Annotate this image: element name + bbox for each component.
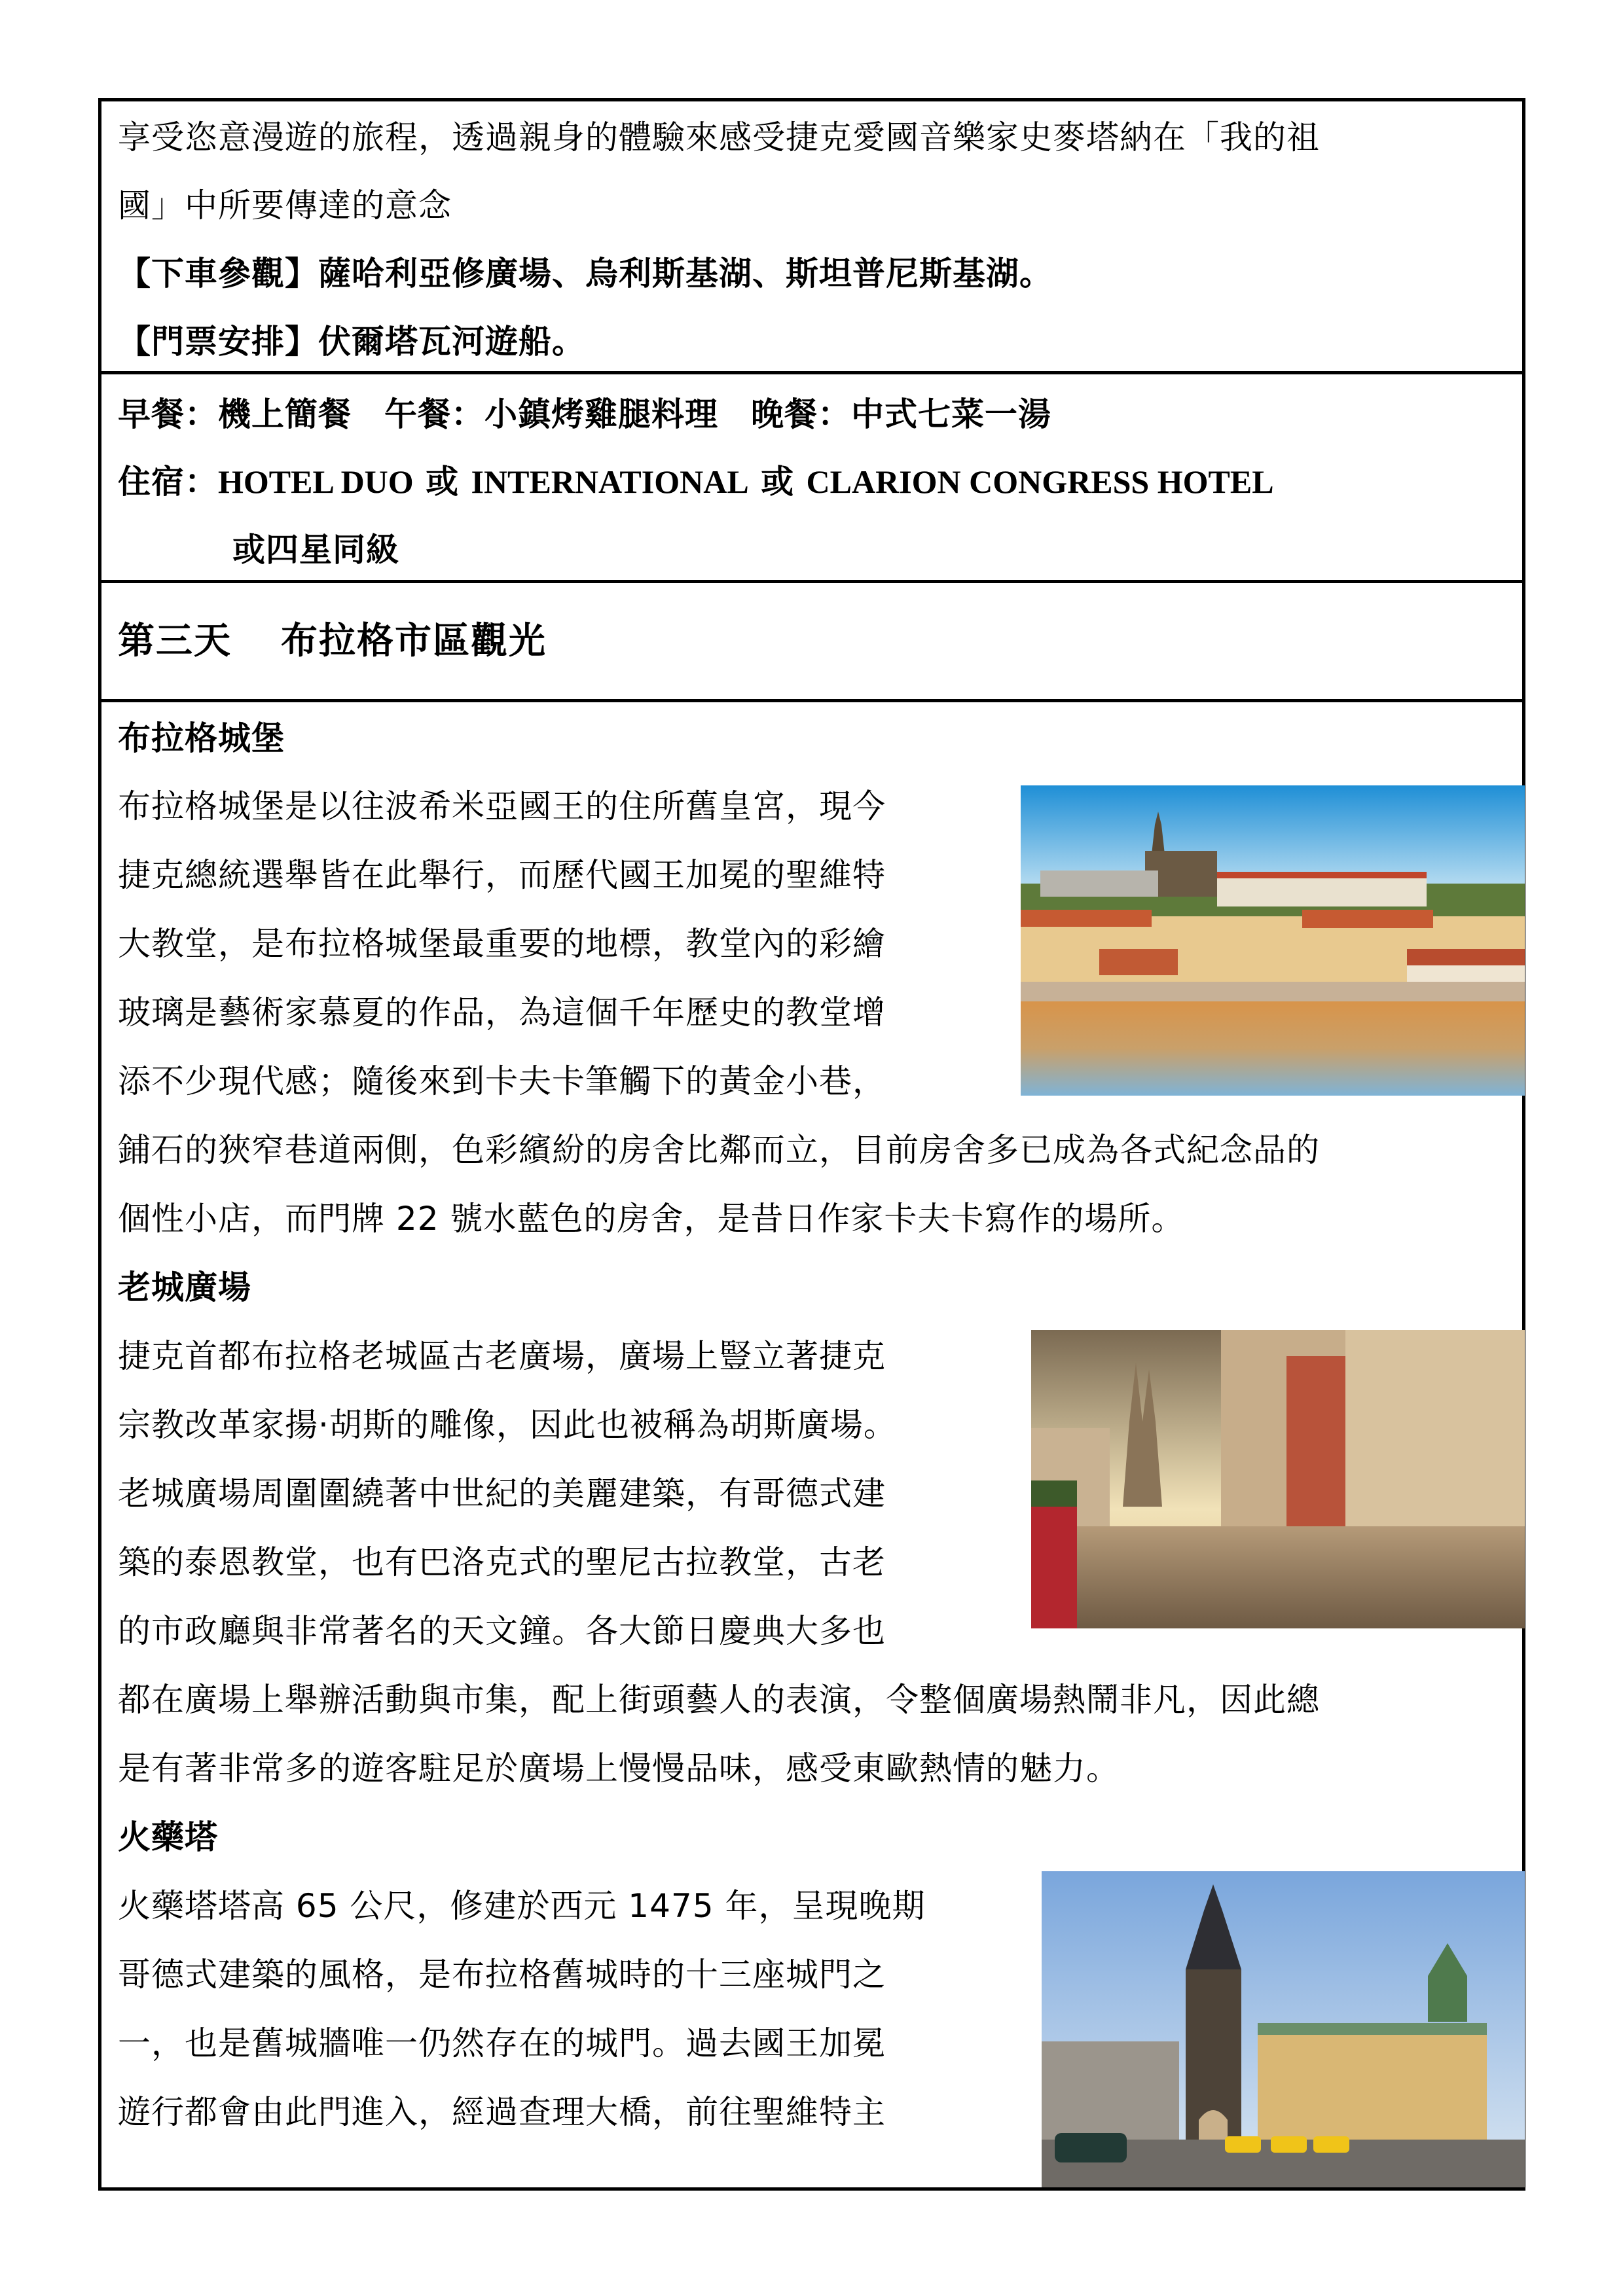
- paragraph-line: 老城廣場周圍圍繞著中世紀的美麗建築，有哥德式建: [118, 1475, 886, 1513]
- stop-value: 薩哈利亞修廣場、烏利斯基湖、斯坦普尼斯基湖。: [318, 255, 1053, 293]
- row-divider: [98, 580, 1525, 583]
- paragraph-line: 一，也是舊城牆唯一仍然存在的城門。過去國王加冕: [118, 2024, 886, 2062]
- or-2: 或: [761, 463, 795, 501]
- paragraph-line: 遊行都會由此門進入，經過查理大橋，前往聖維特主: [118, 2093, 886, 2131]
- old-town-square-photo: [1031, 1330, 1525, 1628]
- hotel-3: CLARION CONGRESS HOTEL: [806, 463, 1274, 500]
- ticket-label: 【門票安排】: [118, 323, 318, 361]
- paragraph-line: 布拉格城堡是以往波希米亞國王的住所舊皇宮，現今: [118, 787, 886, 825]
- lunch-label: 午餐：: [384, 395, 484, 433]
- meals-line: [118, 395, 1051, 434]
- paragraph-line: 都在廣場上舉辦活動與市集，配上街頭藝人的表演，令整個廣場熱鬧非凡，因此總: [118, 1681, 1320, 1719]
- ticket-info: [118, 322, 585, 361]
- intro-line-2: 國」中所要傳達的意念: [118, 187, 452, 224]
- intro-line-1: 享受恣意漫遊的旅程，透過親身的體驗來感受捷克愛國音樂家史麥塔納在「我的祖: [118, 118, 1320, 156]
- paragraph-line: 個性小店，而門牌 22 號水藍色的房舍，是昔日作家卡夫卡寫作的場所。: [118, 1200, 1185, 1238]
- powder-tower-photo: [1042, 1871, 1525, 2187]
- day-heading: [118, 619, 547, 664]
- lodging-alternative: 或四星同級: [232, 531, 399, 569]
- lodging-line: [118, 462, 1274, 501]
- paragraph-line: 捷克總統選舉皆在此舉行，而歷代國王加冕的聖維特: [118, 856, 886, 894]
- paragraph-line: 添不少現代感；隨後來到卡夫卡筆觸下的黃金小巷，: [118, 1062, 886, 1100]
- hotel-1: HOTEL DUO: [218, 463, 414, 500]
- row-divider: [98, 371, 1525, 374]
- paragraph-line: 宗教改革家揚·胡斯的雕像，因此也被稱為胡斯廣場。: [118, 1406, 897, 1444]
- paragraph-line: 哥德式建築的風格，是布拉格舊城時的十三座城門之: [118, 1956, 886, 1994]
- section-heading-powder-tower: 火藥塔: [118, 1818, 218, 1856]
- paragraph-line: 是有著非常多的遊客駐足於廣場上慢慢品味，感受東歐熱情的魅力。: [118, 1749, 1120, 1787]
- hotel-2: INTERNATIONAL: [471, 463, 749, 500]
- paragraph-line: 的市政廳與非常著名的天文鐘。各大節日慶典大多也: [118, 1612, 886, 1650]
- paragraph-line: 築的泰恩教堂，也有巴洛克式的聖尼古拉教堂，古老: [118, 1543, 886, 1581]
- section-heading-prague-castle: 布拉格城堡: [118, 719, 285, 757]
- day-title: 布拉格市區觀光: [281, 620, 547, 662]
- dinner-label: 晚餐：: [751, 395, 851, 433]
- row-divider: [98, 699, 1525, 702]
- paragraph-line: 捷克首都布拉格老城區古老廣場，廣場上豎立著捷克: [118, 1337, 886, 1375]
- lunch-value: 小鎮烤雞腿料理: [484, 395, 718, 433]
- dinner-value: 中式七菜一湯: [851, 395, 1051, 433]
- stop-info: [118, 254, 1053, 293]
- stop-label: 【下車參觀】: [118, 255, 318, 293]
- breakfast-value: 機上簡餐: [218, 395, 352, 433]
- breakfast-label: 早餐：: [118, 395, 218, 433]
- lodging-label: 住宿：: [118, 463, 218, 501]
- day-number: 第三天: [118, 620, 232, 662]
- prague-castle-photo: [1021, 785, 1525, 1096]
- ticket-value: 伏爾塔瓦河遊船。: [318, 323, 585, 361]
- paragraph-line: 火藥塔塔高 65 公尺，修建於西元 1475 年，呈現晚期: [118, 1887, 926, 1925]
- or-1: 或: [426, 463, 460, 501]
- paragraph-line: 玻璃是藝術家慕夏的作品，為這個千年歷史的教堂增: [118, 994, 886, 1031]
- section-heading-old-town-square: 老城廣場: [118, 1268, 251, 1306]
- paragraph-line: 大教堂，是布拉格城堡最重要的地標，教堂內的彩繪: [118, 925, 886, 963]
- paragraph-line: 鋪石的狹窄巷道兩側，色彩繽紛的房舍比鄰而立，目前房舍多已成為各式紀念品的: [118, 1131, 1320, 1169]
